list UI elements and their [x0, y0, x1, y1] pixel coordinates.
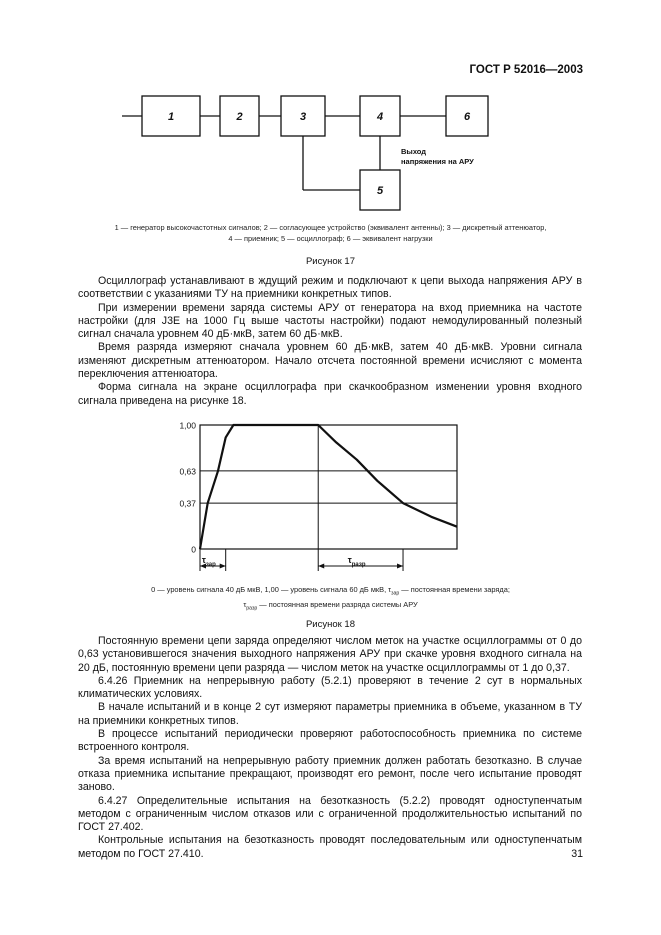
y-tick-label: 0,63: [179, 466, 196, 477]
figure-18-legend-line2: [40, 599, 621, 614]
figure-17-caption: Рисунок 17: [305, 256, 356, 267]
paragraph: В процессе испытаний периодически проверяют работоспособность приемника по системе встроенного контроля.: [78, 728, 582, 754]
figure-17-legend: [40, 222, 621, 244]
y-tick-label: 0: [191, 544, 196, 555]
tau-charge-label: $\tau_{зар}$: [201, 555, 216, 568]
plot-frame: [200, 425, 457, 549]
output-label-line1: Выход: [401, 147, 427, 156]
paragraph: Осциллограф устанавливают в ждущий режим и подключают к цепи выхода напряжения АРУ в соответствии с указаниями ТУ на приемники конкретных типов.: [78, 275, 582, 301]
paragraph: Форма сигнала на экране осциллографа при скачкообразном изменении уровня входного сигнала приведена на рисунке 18.: [78, 381, 582, 407]
paragraph: Время разряда измеряют сначала уровнем 60 дБ·мкВ, затем 40 дБ·мкВ. Уровни сигнала изменяют дискретным аттенюатором. Начало отсчета постоянной времени исчисляют с момента переключения аттенюатора.: [78, 341, 582, 381]
paragraph: 6.4.27 Определительные испытания на безотказность (5.2.2) проводят одноступенчатым методом с ограниченным числом отказов или с ограниченной продолжительностью испытаний по ГОСТ 27.402.: [78, 794, 582, 834]
block-3-label: 3: [299, 111, 307, 123]
tau-discharge-arrow-right: [397, 564, 403, 569]
paragraph: В начале испытаний и в конце 2 сут измеряют параметры приемника в объеме, указанном в ТУ на приемники конкретных типов.: [78, 701, 582, 727]
legend-subscript: зар: [391, 590, 400, 597]
paragraph: 6.4.26 Приемник на непрерывную работу (5.2.1) проверяют в течение 2 сут в нормальных климатических условиях.: [78, 674, 582, 701]
legend-text: — постоянная времени разряда системы АРУ: [257, 600, 418, 610]
figure-18-legend: [40, 584, 621, 615]
paragraph: Контрольные испытания на безотказность проводят последовательным или одноступенчатым методом по ГОСТ 27.410.: [78, 834, 582, 860]
block-4-label: 4: [376, 111, 384, 123]
legend-text: τ: [243, 600, 247, 610]
legend-text: 0 — уровень сигнала 40 дБ мкВ, 1,00 — уровень сигнала 60 дБ мкВ, τ: [151, 585, 392, 594]
figure-17-legend-line1: 1 — генератор высокочастотных сигналов; 2 — согласующее устройство (эквивалент антенны); 3 — дискретный аттенюатор,: [114, 223, 547, 232]
paragraph: При измерении времени заряда системы АРУ от генератора на вход приемника на частоте настройки (для J3E на 1000 Гц выше частоты настройки) подают немодулированный полезный сигнал сначала уровнем 40 дБ·мкВ, затем 60 дБ·мкВ.: [78, 301, 582, 341]
legend-text: — постоянная времени заряда;: [399, 585, 510, 594]
series-line: [200, 425, 457, 549]
text-block-1: [78, 275, 582, 408]
tau-discharge-label: $\tau_{разр}$: [347, 555, 366, 568]
block-5-label: 5: [376, 185, 384, 197]
figure-17-block-diagram: [0, 0, 661, 215]
figure-18-caption: Рисунок 18: [305, 619, 356, 630]
figure-18-legend-line1: [40, 584, 621, 599]
block-6-label: 6: [463, 111, 471, 123]
y-tick-label: 0,37: [179, 498, 196, 509]
tau-discharge-arrow-left: [318, 564, 324, 569]
legend-subscript: разр: [246, 605, 258, 612]
y-tick-label: 1,00: [179, 420, 196, 431]
tau-charge-arrow-right: [220, 564, 226, 569]
block-1-label: 1: [167, 111, 175, 123]
figure-17-legend-line2: 4 — приемник; 5 — осциллограф; 6 — эквивалент нагрузки: [228, 234, 433, 243]
output-label-line2: напряжения на АРУ: [401, 157, 474, 166]
page-number: 31: [571, 848, 583, 860]
paragraph: За время испытаний на непрерывную работу приемник должен работать безотказно. В случае отказа приемника испытание прекращают, производят его ремонт, после чего испытание проводят заново.: [78, 754, 582, 794]
block-2-label: 2: [236, 111, 243, 123]
paragraph: Постоянную времени цепи заряда определяют числом меток на участке осциллограммы от 0 до 0,63 установившегося значения выходного напряжения АРУ при скачке уровня входного сигнала на 20 дБ, постоянную времени цепи разряда — числом меток на участке осциллограммы от 1 до 0,37.: [78, 635, 582, 674]
standard-header: ГОСТ Р 52016—2003: [469, 64, 583, 76]
text-block-2: [78, 635, 582, 861]
figure-18-chart: [0, 410, 661, 585]
